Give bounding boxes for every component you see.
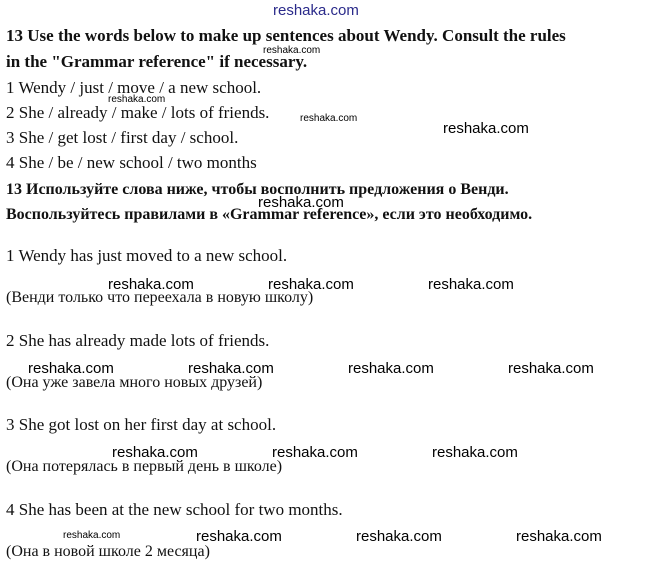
watermark: reshaka.com	[432, 444, 518, 461]
answer-3-en: 3 She got lost on her first day at school.	[6, 415, 277, 434]
watermark: reshaka.com	[258, 194, 344, 211]
task-title-en-line1: 13 Use the words below to make up sentences about Wendy. Consult the rules	[6, 26, 566, 45]
watermark: reshaka.com	[348, 360, 434, 377]
answer-4-ru: (Она в новой школе 2 месяца)	[6, 543, 210, 560]
watermark: reshaka.com	[508, 360, 594, 377]
watermark: reshaka.com	[196, 528, 282, 545]
watermark: reshaka.com	[188, 360, 274, 377]
task-title-ru-line1: 13 Используйте слова ниже, чтобы восполнить предложения о Венди.	[6, 181, 509, 198]
watermark: reshaka.com	[516, 528, 602, 545]
watermark: reshaka.com	[268, 276, 354, 293]
task-title-en-line2: in the "Grammar reference" if necessary.	[6, 52, 308, 71]
task-item-4: 4 She / be / new school / two months	[6, 153, 257, 172]
answer-2-ru: (Она уже завела много новых друзей)	[6, 374, 263, 391]
watermark: reshaka.com	[428, 276, 514, 293]
watermark: reshaka.com	[28, 360, 114, 377]
watermark: reshaka.com	[273, 2, 359, 19]
watermark: reshaka.com	[263, 45, 321, 56]
answer-2-en: 2 She has already made lots of friends.	[6, 331, 270, 350]
watermark: reshaka.com	[63, 530, 121, 541]
task-item-3: 3 She / get lost / first day / school.	[6, 128, 239, 147]
watermark: reshaka.com	[356, 528, 442, 545]
watermark: reshaka.com	[300, 113, 358, 124]
watermark: reshaka.com	[272, 444, 358, 461]
answer-4-en: 4 She has been at the new school for two months.	[6, 500, 343, 519]
watermark: reshaka.com	[108, 276, 194, 293]
watermark: reshaka.com	[108, 94, 166, 105]
task-title-ru-line2: Воспользуйтесь правилами в «Grammar reference», если это необходимо.	[6, 206, 533, 223]
watermark: reshaka.com	[443, 120, 529, 137]
watermark: reshaka.com	[112, 444, 198, 461]
task-item-1: 1 Wendy / just / move / a new school.	[6, 78, 262, 97]
answer-3-ru: (Она потерялась в первый день в школе)	[6, 458, 283, 475]
answer-1-en: 1 Wendy has just moved to a new school.	[6, 246, 288, 265]
task-item-2: 2 She / already / make / lots of friends.	[6, 103, 270, 122]
answer-1-ru: (Венди только что переехала в новую школу)	[6, 289, 314, 306]
